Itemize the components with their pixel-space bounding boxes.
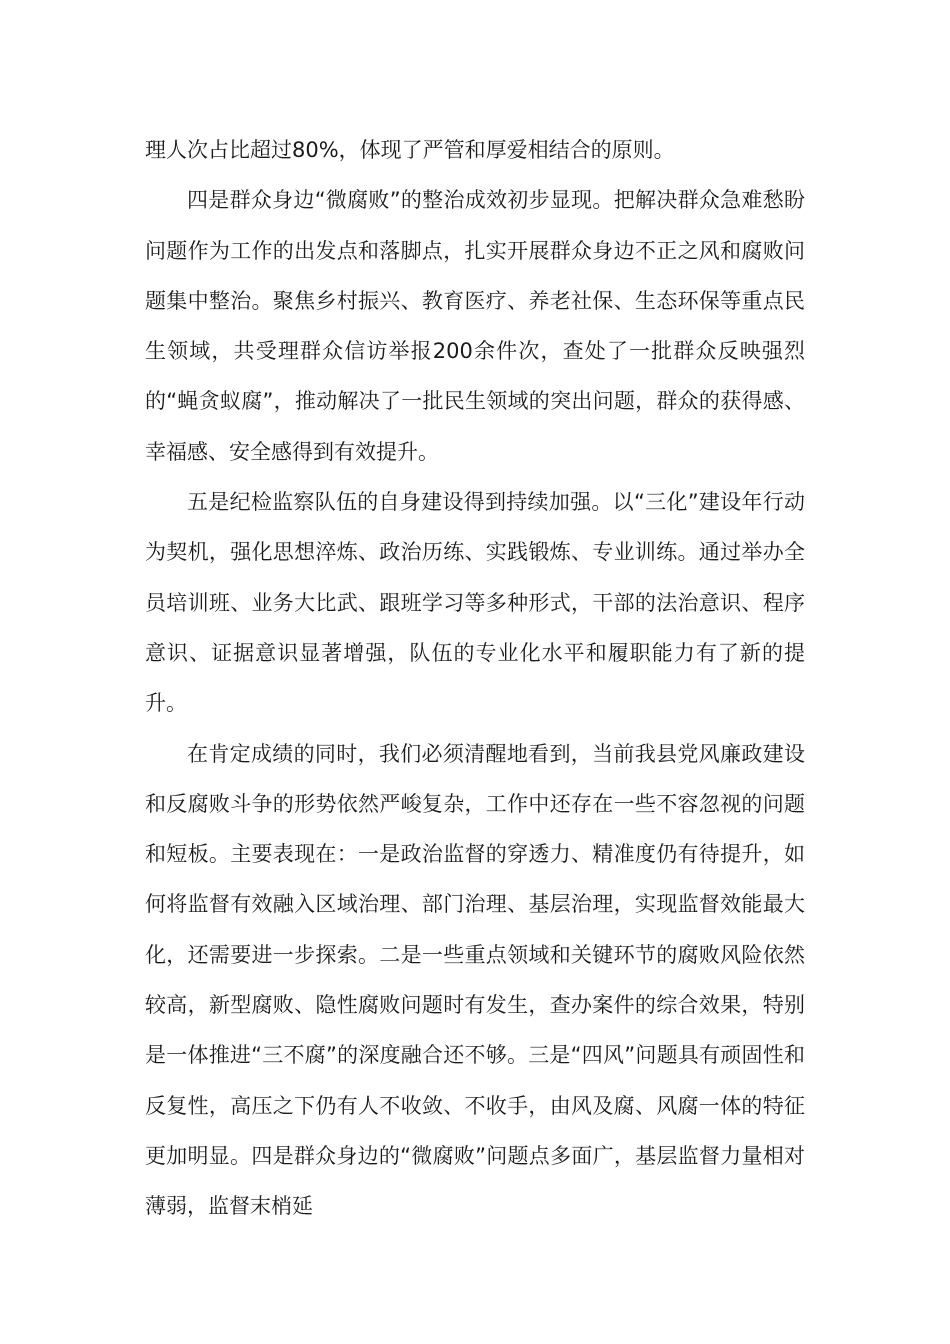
paragraph-1: 理人次占比超过80%，体现了严管和厚爱相结合的原则。 [145, 138, 675, 162]
paragraph-2: 四是群众身边“微腐败”的整治成效初步显现。把解决群众急难愁盼问题作为工作的出发点和落脚点，扎实开展群众身边不正之风和腐败问题集中整治。聚焦乡村振兴、教育医疗、养老社保、生态环保等重点民生领域，共受理群众信访举报200余件次，查处了一批群众反映强烈的“蝇贪蚁腐”，推动解决了一批民生领域的突出问题，群众的获得感、幸福感、安全感得到有效提升。 [145, 188, 805, 464]
paragraph-3: 五是纪检监察队伍的自身建设得到持续加强。以“三化”建设年行动为契机，强化思想淬炼、政治历练、实践锻炼、专业训练。通过举办全员培训班、业务大比武、跟班学习等多种形式，干部的法治意识、程序意识、证据意识显著增强，队伍的专业化水平和履职能力有了新的提升。 [145, 490, 805, 716]
paragraph-4: 在肯定成绩的同时，我们必须清醒地看到，当前我县党风廉政建设和反腐败斗争的形势依然严峻复杂，工作中还存在一些不容忽视的问题和短板。主要表现在：一是政治监督的穿透力、精准度仍有待提升，如何将监督有效融入区域治理、部门治理、基层治理，实现监督效能最大化，还需要进一步探索。二是一些重点领域和关键环节的腐败风险依然较高，新型腐败、隐性腐败问题时有发生，查办案件的综合效果，特别是一体推进“三不腐”的深度融合还不够。三是“四风”问题具有顽固性和反复性，高压之下仍有人不收敛、不收手，由风及腐、风腐一体的特征更加明显。四是群众身边的“微腐败”问题点多面广，基层监督力量相对薄弱，监督末梢延 [145, 741, 805, 1219]
document-body [145, 125, 805, 1232]
